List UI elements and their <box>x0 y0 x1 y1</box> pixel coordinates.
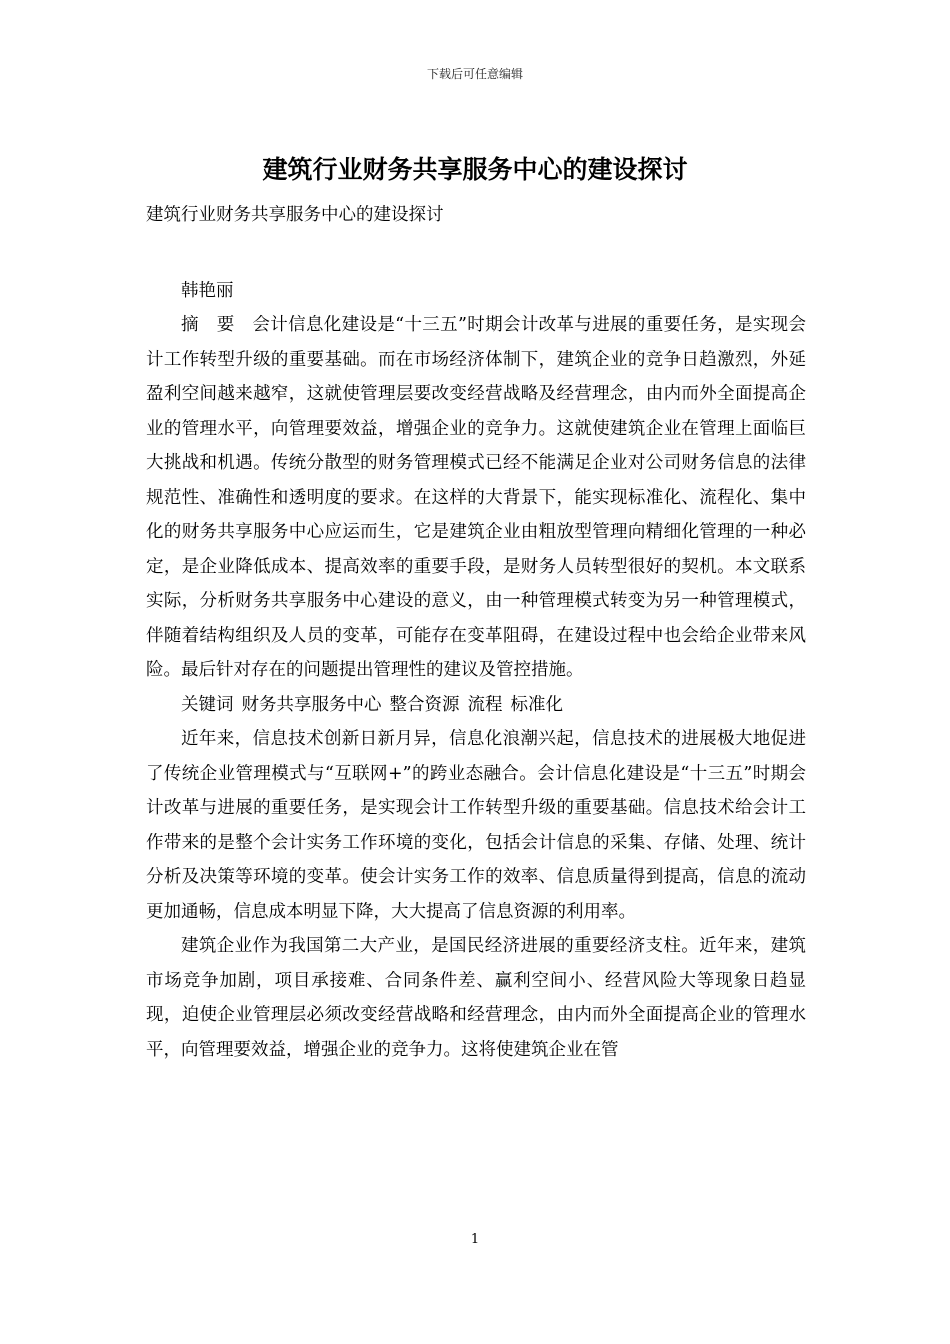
body-paragraph: 建筑企业作为我国第二大产业，是国民经济进展的重要经济支柱。近年来，建筑市场竞争加剧，项目承接难、合同条件差、赢利空间小、经营风险大等现象日趋显现，迫使企业管理层必须改变经营战略和经营理念，由内而外全面提高企业的管理水平，向管理要效益，增强企业的竞争力。这将使建筑企业在管 <box>146 936 806 1060</box>
keyword-item: 流程 <box>467 694 503 715</box>
keyword-item: 财务共享服务中心 <box>241 694 382 715</box>
keyword-item: 标准化 <box>510 694 563 715</box>
document-subtitle: 建筑行业财务共享服务中心的建设探讨 <box>146 205 444 225</box>
page-number: 1 <box>470 1232 480 1247</box>
document-body <box>146 198 806 1067</box>
keywords-line <box>146 688 806 723</box>
keyword-item: 整合资源 <box>389 694 460 715</box>
abstract-label: 摘 要 <box>181 315 235 335</box>
keywords-label: 关键词 <box>181 694 234 715</box>
abstract-text: 会计信息化建设是“十三五”时期会计改革与进展的重要任务，是实现会计工作转型升级的重要基础。而在市场经济体制下，建筑企业的竞争日趋激烈，外延盈利空间越来越窄，这就使管理层要改变经营战略及经营理念，由内而外全面提高企业的管理水平，向管理要效益，增强企业的竞争力。这就使建筑企业在管理上面临巨大挑战和机遇。传统分散型的财务管理模式已经不能满足企业对公司财务信息的法律规范性、准确性和透明度的要求。在这样的大背景下，能实现标准化、流程化、集中化的财务共享服务中心应运而生，它是建筑企业由粗放型管理向精细化管理的一种必定，是企业降低成本、提高效率的重要手段，是财务人员转型很好的契机。本文联系实际，分析财务共享服务中心建设的意义，由一种管理模式转变为另一种管理模式，伴随着结构组织及人员的变革，可能存在变革阻碍，在建设过程中也会给企业带来风险。最后针对存在的问题提出管理性的建议及管控措施。 <box>146 315 807 680</box>
abstract-paragraph <box>146 308 806 688</box>
spacer <box>146 233 806 274</box>
document-title: 建筑行业财务共享服务中心的建设探讨 <box>262 155 688 184</box>
body-paragraph: 近年来，信息技术创新日新月异，信息化浪潮兴起，信息技术的进展极大地促进了传统企业管理模式与“互联网+”的跨业态融合。会计信息化建设是“十三五”时期会计改革与进展的重要任务，是实现会计工作转型升级的重要基础。信息技术给会计工作带来的是整个会计实务工作环境的变化，包括会计信息的采集、存储、处理、统计分析及决策等环境的变革。使会计实务工作的效率、信息质量得到提高，信息的流动更加通畅，信息成本明显下降，大大提高了信息资源的利用率。 <box>146 729 806 922</box>
author-name: 韩艳丽 <box>181 280 234 301</box>
header-note: 下载后可任意编辑 <box>426 67 523 81</box>
